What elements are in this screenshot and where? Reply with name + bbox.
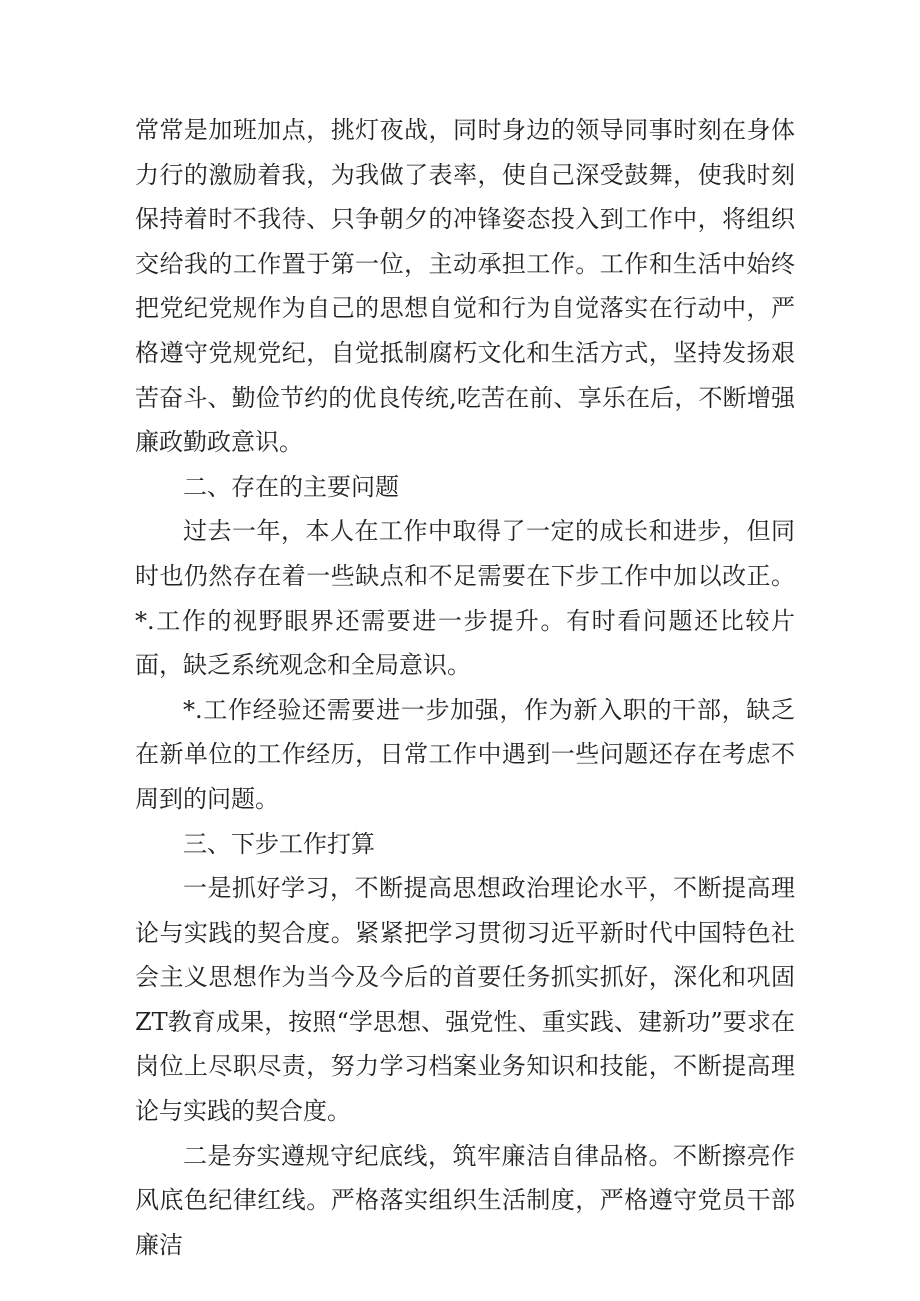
section-heading-problems: 二、存在的主要问题 (183, 472, 399, 501)
paragraph-plan-discipline: 二是夯实遵规守纪底线，筑牢廉洁自律品格。不断擦亮作风底色纪律红线。严格落实组织生活制度，严格遵守党员干部廉洁 (135, 1141, 795, 1259)
paragraph-experience: *.工作经验还需要进一步加强，作为新入职的干部，缺乏在新单位的工作经历，日常工作中遇到一些问题还存在考虑不周到的问题。 (135, 695, 795, 813)
paragraph-continuation: 常常是加班加点，挑灯夜战，同时身边的领导同事时刻在身体力行的激励着我，为我做了表率，使自己深受鼓舞，使我时刻保持着时不我待、只争朝夕的冲锋姿态投入到工作中，将组织交给我的工作置于第一位，主动承担工作。工作和生活中始终把党纪党规作为自己的思想自觉和行为自觉落实在行动中，严格遵守党规党纪，自觉抵制腐朽文化和生活方式，坚持发扬艰苦奋斗、勤俭节约的优良传统,吃苦在前、享乐在后，不断增强廉政勤政意识。 (135, 116, 795, 457)
section-heading-plans: 三、下步工作打算 (183, 829, 375, 858)
paragraph-plan-study: 一是抓好学习，不断提高思想政治理论水平，不断提高理论与实践的契合度。紧紧把学习贯彻习近平新时代中国特色社会主义思想作为当今及今后的首要任务抓实抓好，深化和巩固ZT教育成果，按照“学思想、强党性、重实践、建新功”要求在岗位上尽职尽责，努力学习档案业务知识和技能，不断提高理论与实践的契合度。 (135, 874, 795, 1126)
document-body (135, 108, 795, 1267)
paragraph-problems-intro: 过去一年，本人在工作中取得了一定的成长和进步，但同时也仍然存在着一些缺点和不足需要在下步工作中加以改正。*.工作的视野眼界还需要进一步提升。有时看问题还比较片面，缺乏系统观念和全局意识。 (135, 517, 795, 680)
